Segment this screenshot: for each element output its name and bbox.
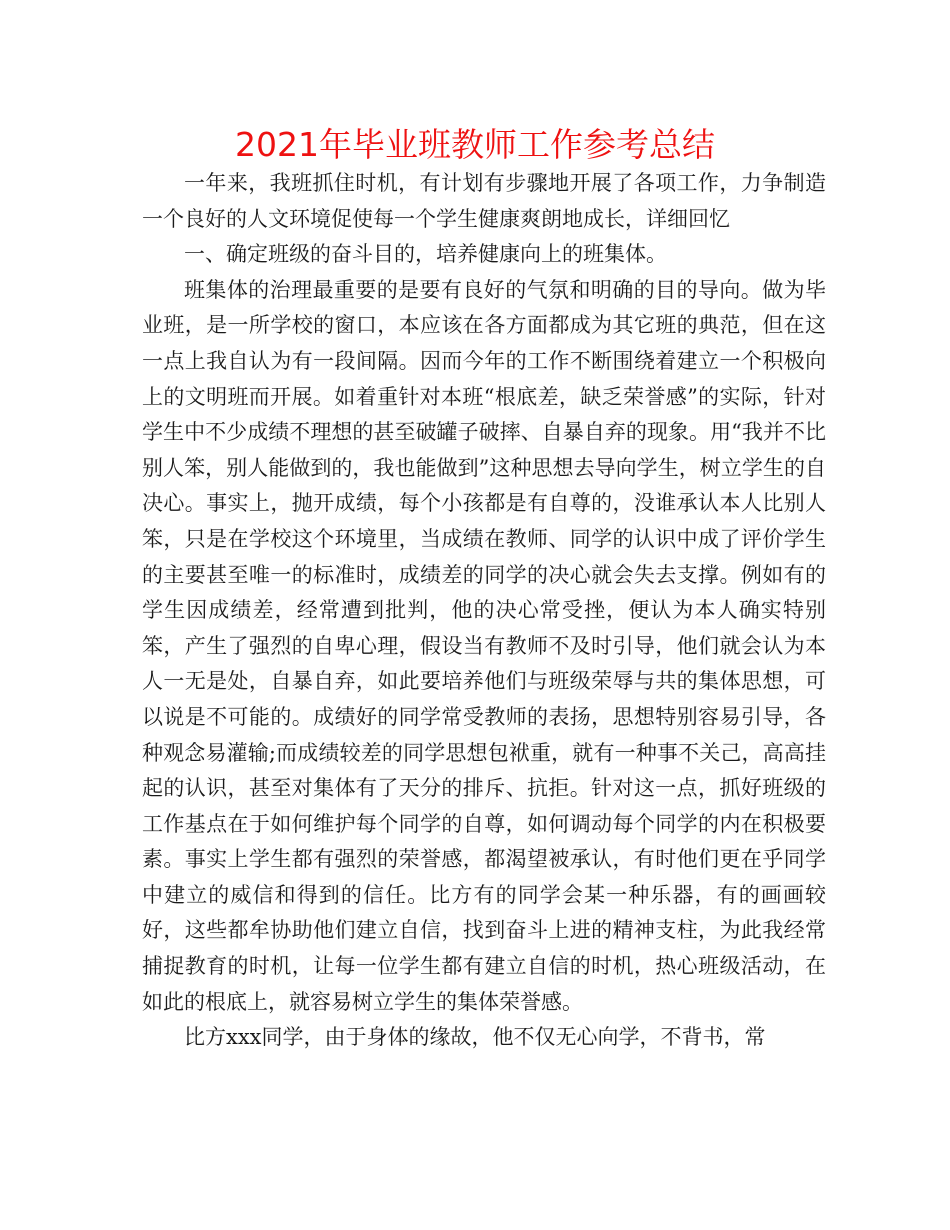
paragraph-intro: 一年来，我班抓住时机，有计划有步骤地开展了各项工作，力争制造一个良好的人文环境促使每一个学生健康爽朗地成长，详细回忆 — [142, 171, 826, 231]
paragraph-main: 班集体的治理最重要的是要有良好的气氛和明确的目的导向。做为毕业班，是一所学校的窗口，本应该在各方面都成为其它班的典范，但在这一点上我自认为有一段间隔。因而今年的工作不断围绕着建立一个积极向上的文明班而开展。如着重针对本班“根底差，缺乏荣誉感”的实际，针对学生中不少成绩不理想的甚至破罐子破摔、自暴自弃的现象。用“我并不比别人笨，别人能做到的，我也能做到”这种思想去导向学生，树立学生的自决心。事实上，抛开成绩，每个小孩都是有自尊的，没谁承认本人比别人笨，只是在学校这个环境里，当成绩在教师、同学的认识中成了评价学生的主要甚至唯一的标准时，成绩差的同学的决心就会失去支撑。例如有的学生因成绩差，经常遭到批判，他的决心常受挫，便认为本人确实特别笨，产生了强烈的自卑心理，假设当有教师不及时引导，他们就会认为本人一无是处，自暴自弃，如此要培养他们与班级荣辱与共的集体思想，可以说是不可能的。成绩好的同学常受教师的表扬，思想特别容易引导，各种观念易灌输;而成绩较差的同学思想包袱重，就有一种事不关己，高高挂起的认识，甚至对集体有了天分的排斥、抗拒。针对这一点，抓好班级的工作基点在于如何维护每个同学的自尊，如何调动每个同学的内在积极要素。事实上学生都有强烈的荣誉感，都渴望被承认，有时他们更在乎同学中建立的威信和得到的信任。比方有的同学会某一种乐器，有的画画较好，这些都牟协助他们建立自信，找到奋斗上进的精神支柱，为此我经常捕捉教育的时机，让每一位学生都有建立自信的时机，热心班级活动，在如此的根底上，就容易树立学生的集体荣誉感。 — [142, 277, 826, 1014]
paragraph-heading-one: 一、确定班级的奋斗目的，培养健康向上的班集体。 — [184, 242, 667, 267]
paragraph-example: 比方xxx同学，由于身体的缘故，他不仅无心向学，不背书，常 — [184, 1025, 766, 1050]
document-title: 2021年毕业班教师工作参考总结 — [235, 125, 715, 164]
document-body — [142, 166, 826, 1056]
